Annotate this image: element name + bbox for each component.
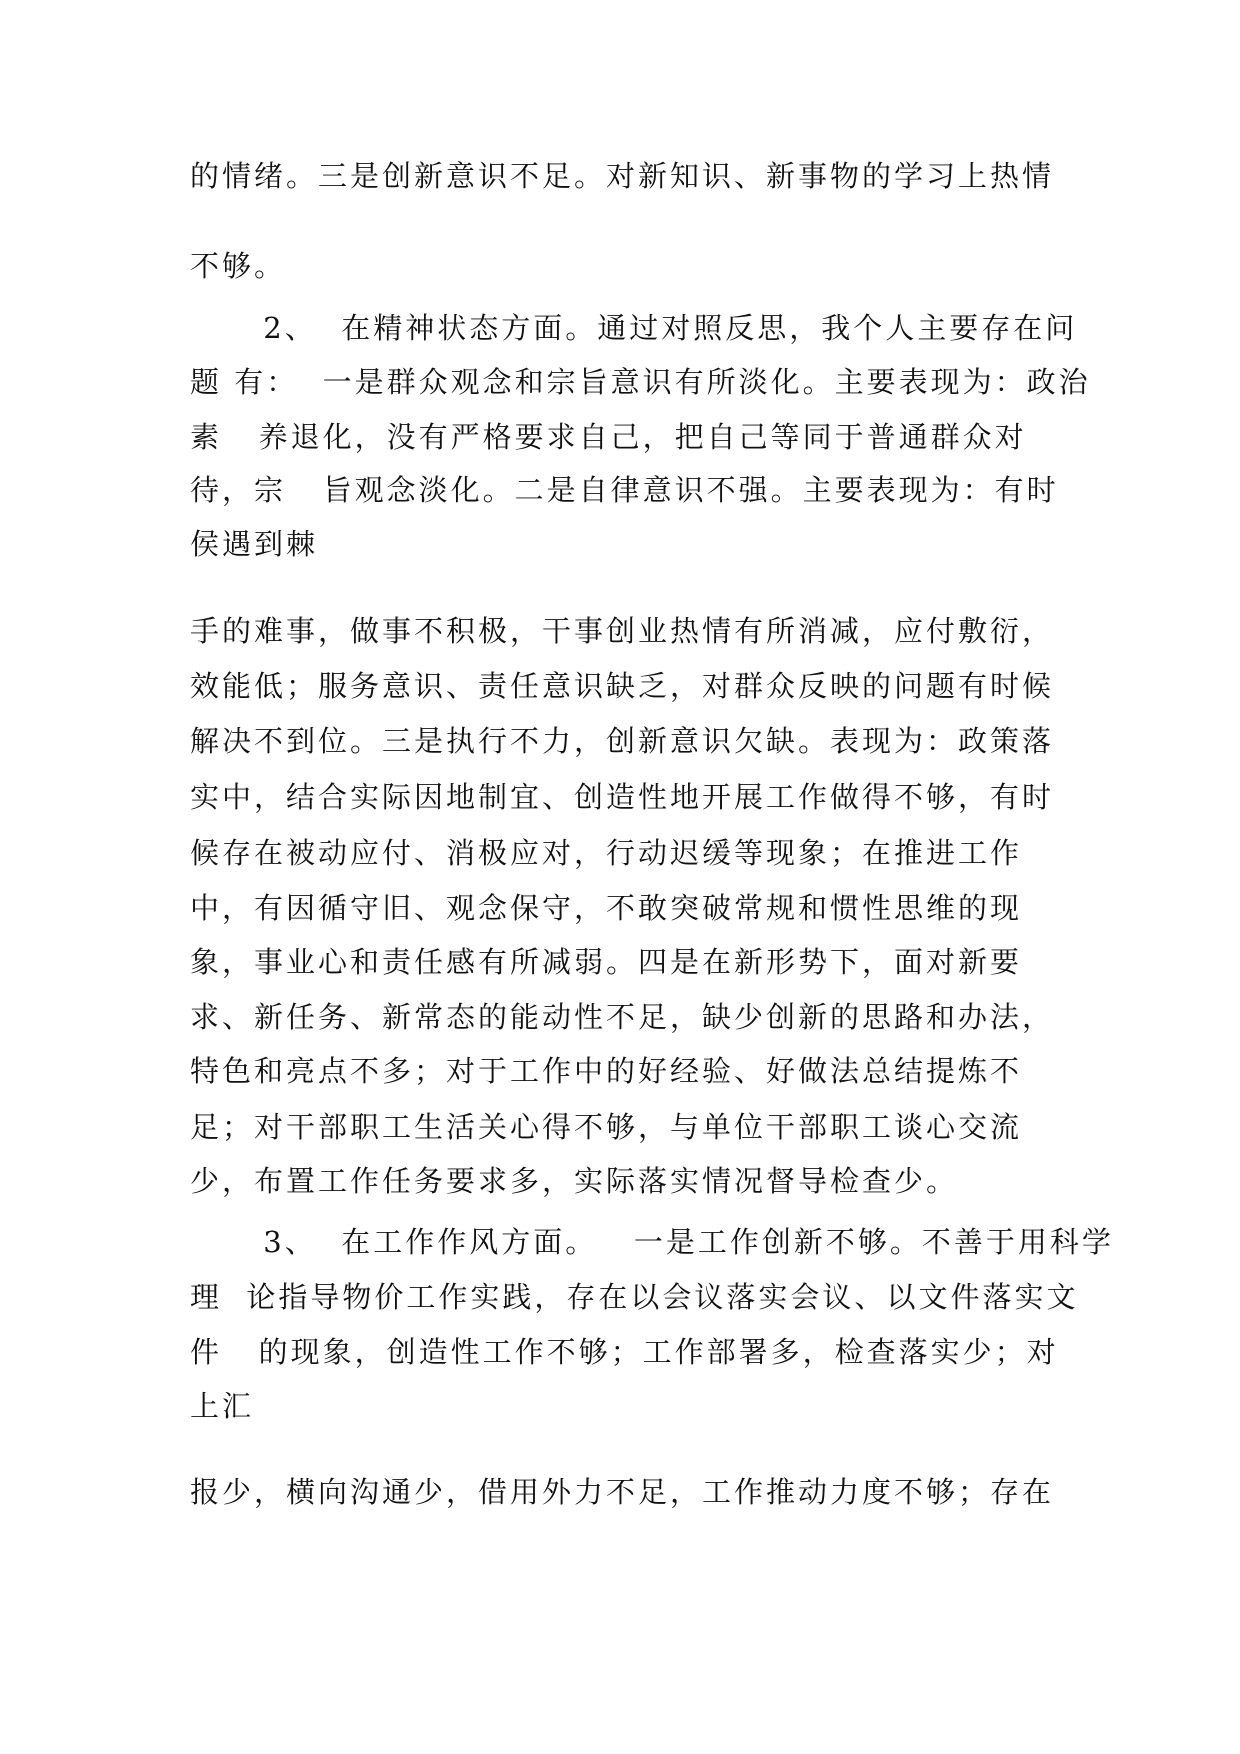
text-line: 不够。 [190, 249, 287, 283]
text-line: 侯遇到棘 [190, 527, 319, 561]
text-line: 象，事业心和责任感有所减弱。四是在新形势下，面对新要 [190, 945, 1023, 979]
text-line: 足；对干部职工生活关心得不够，与单位干部职工谈心交流 [190, 1110, 1023, 1144]
text-line: 候存在被动应付、消极应对，行动迟缓等现象；在推进工作 [190, 836, 1023, 870]
text-line: 件 的现象，创造性工作不够；工作部署多，检查落实少；对 [190, 1335, 1059, 1369]
text-line: 2、 在精神状态方面。通过对照反思，我个人主要存在问 [190, 311, 1078, 345]
text-line: 3、 在工作作风方面。 一是工作创新不够。不善于用科学 [190, 1225, 1114, 1259]
text-line: 效能低；服务意识、责任意识缺乏，对群众反映的问题有时候 [190, 669, 1055, 703]
text-line: 上汇 [190, 1389, 255, 1423]
text-line: 待，宗 旨观念淡化。二是自律意识不强。主要表现为：有时 [190, 473, 1059, 507]
text-line: 求、新任务、新常态的能动性不足，缺少创新的思路和办法， [190, 1000, 1055, 1034]
text-line: 手的难事，做事不积极，干事创业热情有所消减，应付敷衍， [190, 614, 1055, 648]
text-line: 的情绪。三是创新意识不足。对新知识、新事物的学习上热情 [190, 159, 1055, 193]
text-line: 解决不到位。三是执行不力，创新意识欠缺。表现为：政策落 [190, 724, 1055, 758]
text-line: 理 论指导物价工作实践，存在以会议落实会议、以文件落实文 [190, 1280, 1079, 1314]
text-line: 少，布置工作任务要求多，实际落实情况督导检查少。 [190, 1164, 959, 1198]
text-line: 特色和亮点不多；对于工作中的好经验、好做法总结提炼不 [190, 1054, 1023, 1088]
text-line: 中，有因循守旧、观念保守，不敢突破常规和惯性思维的现 [190, 891, 1023, 925]
text-line: 实中，结合实际因地制宜、创造性地开展工作做得不够，有时 [190, 780, 1055, 814]
text-line: 题 有： 一是群众观念和宗旨意识有所淡化。主要表现为：政治 [190, 365, 1091, 399]
text-line: 素 养退化，没有严格要求自己，把自己等同于普通群众对 [190, 420, 1027, 454]
text-line: 报少，横向沟通少，借用外力不足，工作推动力度不够；存在 [190, 1475, 1055, 1509]
